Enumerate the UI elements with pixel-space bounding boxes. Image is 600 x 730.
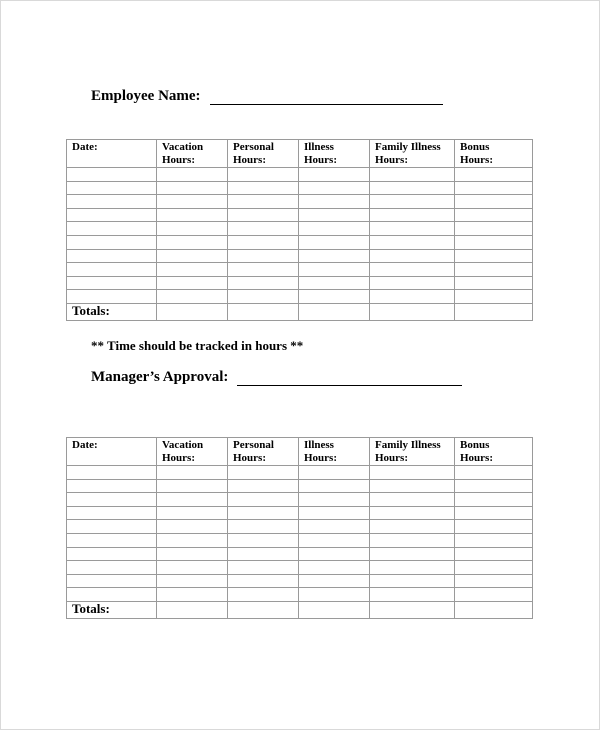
totals-cell[interactable] — [299, 601, 370, 618]
column-header — [157, 438, 228, 466]
table-row — [67, 208, 533, 222]
entry-cell[interactable] — [455, 533, 533, 547]
entry-cell[interactable] — [299, 249, 370, 263]
totals-label: Totals: — [67, 601, 157, 618]
table-row — [67, 168, 533, 182]
entry-cell[interactable] — [455, 195, 533, 209]
entry-cell[interactable] — [157, 249, 228, 263]
column-header-text: Hours: — [375, 154, 408, 166]
column-header — [299, 438, 370, 466]
entry-cell[interactable] — [455, 520, 533, 534]
entry-cell[interactable] — [370, 561, 455, 575]
entry-cell[interactable] — [299, 547, 370, 561]
entry-cell[interactable] — [157, 276, 228, 290]
totals-row — [67, 601, 533, 618]
entry-cell[interactable] — [67, 547, 157, 561]
column-header-text: Hours: — [304, 154, 337, 166]
totals-cell[interactable] — [157, 601, 228, 618]
entry-cell[interactable] — [370, 290, 455, 304]
column-header-text: Hours: — [460, 452, 493, 464]
entry-cell[interactable] — [370, 574, 455, 588]
entry-cell[interactable] — [157, 493, 228, 507]
entry-cell[interactable] — [228, 168, 299, 182]
entry-cell[interactable] — [455, 208, 533, 222]
column-header — [67, 140, 157, 168]
entry-cell[interactable] — [299, 168, 370, 182]
column-header — [67, 438, 157, 466]
entry-cell[interactable] — [228, 263, 299, 277]
entry-cell[interactable] — [67, 235, 157, 249]
entry-cell[interactable] — [455, 290, 533, 304]
totals-row — [67, 303, 533, 320]
entry-cell[interactable] — [157, 520, 228, 534]
entry-cell[interactable] — [370, 235, 455, 249]
entry-cell[interactable] — [455, 168, 533, 182]
table-row — [67, 276, 533, 290]
column-header-text: Bonus — [460, 439, 490, 451]
entry-cell[interactable] — [299, 588, 370, 602]
column-header-text: Hours: — [162, 154, 195, 166]
entry-cell[interactable] — [67, 195, 157, 209]
entry-cell[interactable] — [67, 276, 157, 290]
table-row — [67, 493, 533, 507]
column-header-text: Date: — [72, 141, 98, 153]
hours-table-2 — [66, 437, 533, 619]
entry-cell[interactable] — [228, 195, 299, 209]
entry-cell[interactable] — [370, 249, 455, 263]
column-header-text: Hours: — [375, 452, 408, 464]
totals-cell[interactable] — [455, 601, 533, 618]
entry-cell[interactable] — [299, 181, 370, 195]
entry-cell[interactable] — [455, 222, 533, 236]
entry-cell[interactable] — [228, 479, 299, 493]
column-header-text: Vacation — [162, 439, 204, 451]
entry-cell[interactable] — [299, 208, 370, 222]
totals-cell[interactable] — [455, 303, 533, 320]
entry-cell[interactable] — [455, 276, 533, 290]
entry-cell[interactable] — [370, 520, 455, 534]
entry-cell[interactable] — [455, 574, 533, 588]
entry-cell[interactable] — [228, 208, 299, 222]
table-row — [67, 222, 533, 236]
column-header-text: Vacation — [162, 141, 204, 153]
manager-approval-input-line[interactable] — [237, 371, 462, 386]
entry-cell[interactable] — [455, 263, 533, 277]
table-row — [67, 263, 533, 277]
entry-cell[interactable] — [299, 466, 370, 480]
entry-cell[interactable] — [67, 208, 157, 222]
column-header — [228, 140, 299, 168]
entry-cell[interactable] — [67, 479, 157, 493]
employee-name-input-line[interactable] — [210, 90, 443, 105]
entry-cell[interactable] — [299, 195, 370, 209]
entry-cell[interactable] — [370, 533, 455, 547]
entry-cell[interactable] — [228, 574, 299, 588]
manager-approval-label: Manager’s Approval: — [91, 369, 229, 385]
entry-cell[interactable] — [370, 479, 455, 493]
tracking-note: ** Time should be tracked in hours ** — [91, 338, 304, 353]
entry-cell[interactable] — [67, 181, 157, 195]
entry-cell[interactable] — [228, 276, 299, 290]
entry-cell[interactable] — [299, 506, 370, 520]
table-row — [67, 547, 533, 561]
entry-cell[interactable] — [455, 181, 533, 195]
entry-cell[interactable] — [157, 479, 228, 493]
entry-cell[interactable] — [67, 222, 157, 236]
entry-cell[interactable] — [455, 235, 533, 249]
column-header — [370, 438, 455, 466]
entry-cell[interactable] — [299, 479, 370, 493]
column-header — [299, 140, 370, 168]
entry-cell[interactable] — [370, 506, 455, 520]
table-header-row — [67, 140, 533, 168]
entry-cell[interactable] — [370, 195, 455, 209]
table-row — [67, 520, 533, 534]
entry-cell[interactable] — [455, 588, 533, 602]
totals-cell[interactable] — [157, 303, 228, 320]
column-header-text: Illness — [304, 439, 334, 451]
column-header-text: Family Illness — [375, 439, 441, 451]
entry-cell[interactable] — [157, 222, 228, 236]
totals-cell[interactable] — [299, 303, 370, 320]
totals-cell[interactable] — [228, 303, 299, 320]
entry-cell[interactable] — [67, 561, 157, 575]
entry-cell[interactable] — [455, 479, 533, 493]
entry-cell[interactable] — [370, 222, 455, 236]
entry-cell[interactable] — [67, 533, 157, 547]
entry-cell[interactable] — [67, 493, 157, 507]
entry-cell[interactable] — [370, 588, 455, 602]
column-header-text: Hours: — [233, 154, 266, 166]
column-header-text: Hours: — [162, 452, 195, 464]
column-header-text: Date: — [72, 439, 98, 451]
entry-cell[interactable] — [67, 588, 157, 602]
entry-cell[interactable] — [455, 506, 533, 520]
entry-cell[interactable] — [228, 235, 299, 249]
entry-cell[interactable] — [67, 249, 157, 263]
column-header-text: Family Illness — [375, 141, 441, 153]
entry-cell[interactable] — [157, 263, 228, 277]
column-header — [370, 140, 455, 168]
entry-cell[interactable] — [67, 520, 157, 534]
table-row — [67, 249, 533, 263]
entry-cell[interactable] — [228, 181, 299, 195]
entry-cell[interactable] — [299, 276, 370, 290]
entry-cell[interactable] — [228, 249, 299, 263]
table-header-row — [67, 438, 533, 466]
entry-cell[interactable] — [299, 493, 370, 507]
totals-cell[interactable] — [370, 601, 455, 618]
entry-cell[interactable] — [157, 533, 228, 547]
entry-cell[interactable] — [157, 235, 228, 249]
column-header — [455, 140, 533, 168]
totals-label: Totals: — [67, 303, 157, 320]
entry-cell[interactable] — [67, 263, 157, 277]
entry-cell[interactable] — [157, 561, 228, 575]
column-header-text: Hours: — [460, 154, 493, 166]
entry-cell[interactable] — [67, 506, 157, 520]
table-row — [67, 574, 533, 588]
entry-cell[interactable] — [228, 466, 299, 480]
entry-cell[interactable] — [67, 168, 157, 182]
entry-cell[interactable] — [299, 574, 370, 588]
entry-cell[interactable] — [228, 533, 299, 547]
entry-cell[interactable] — [455, 547, 533, 561]
column-header — [157, 140, 228, 168]
entry-cell[interactable] — [299, 235, 370, 249]
entry-cell[interactable] — [157, 466, 228, 480]
table-row — [67, 466, 533, 480]
entry-cell[interactable] — [370, 547, 455, 561]
entry-cell[interactable] — [157, 506, 228, 520]
entry-cell[interactable] — [299, 290, 370, 304]
entry-cell[interactable] — [299, 561, 370, 575]
column-header — [455, 438, 533, 466]
column-header — [228, 438, 299, 466]
entry-cell[interactable] — [157, 208, 228, 222]
entry-cell[interactable] — [228, 588, 299, 602]
totals-cell[interactable] — [228, 601, 299, 618]
entry-cell[interactable] — [455, 493, 533, 507]
manager-approval-field[interactable] — [91, 369, 462, 386]
entry-cell[interactable] — [228, 290, 299, 304]
table-row — [67, 195, 533, 209]
column-header-text: Personal — [233, 141, 274, 153]
entry-cell[interactable] — [67, 466, 157, 480]
entry-cell[interactable] — [299, 222, 370, 236]
column-header-text: Hours: — [304, 452, 337, 464]
table-row — [67, 588, 533, 602]
entry-cell[interactable] — [157, 181, 228, 195]
entry-cell[interactable] — [228, 520, 299, 534]
hours-table-1 — [66, 139, 533, 321]
employee-name-label: Employee Name: — [91, 88, 201, 104]
entry-cell[interactable] — [370, 181, 455, 195]
entry-cell[interactable] — [157, 588, 228, 602]
entry-cell[interactable] — [157, 195, 228, 209]
table-row — [67, 235, 533, 249]
entry-cell[interactable] — [228, 493, 299, 507]
entry-cell[interactable] — [455, 561, 533, 575]
entry-cell[interactable] — [299, 520, 370, 534]
entry-cell[interactable] — [228, 547, 299, 561]
entry-cell[interactable] — [67, 290, 157, 304]
table-row — [67, 506, 533, 520]
totals-cell[interactable] — [370, 303, 455, 320]
table-row — [67, 479, 533, 493]
entry-cell[interactable] — [228, 561, 299, 575]
column-header-text: Bonus — [460, 141, 490, 153]
entry-cell[interactable] — [157, 574, 228, 588]
table-row — [67, 290, 533, 304]
column-header-text: Hours: — [233, 452, 266, 464]
column-header-text: Personal — [233, 439, 274, 451]
entry-cell[interactable] — [157, 168, 228, 182]
entry-cell[interactable] — [455, 249, 533, 263]
entry-cell[interactable] — [228, 222, 299, 236]
entry-cell[interactable] — [370, 208, 455, 222]
employee-name-field[interactable] — [91, 88, 443, 105]
entry-cell[interactable] — [228, 506, 299, 520]
table-row — [67, 561, 533, 575]
entry-cell[interactable] — [370, 263, 455, 277]
entry-cell[interactable] — [157, 290, 228, 304]
entry-cell[interactable] — [157, 547, 228, 561]
entry-cell[interactable] — [299, 533, 370, 547]
entry-cell[interactable] — [455, 466, 533, 480]
column-header-text: Illness — [304, 141, 334, 153]
entry-cell[interactable] — [299, 263, 370, 277]
entry-cell[interactable] — [370, 168, 455, 182]
entry-cell[interactable] — [67, 574, 157, 588]
entry-cell[interactable] — [370, 276, 455, 290]
table-row — [67, 181, 533, 195]
table-row — [67, 533, 533, 547]
entry-cell[interactable] — [370, 466, 455, 480]
entry-cell[interactable] — [370, 493, 455, 507]
